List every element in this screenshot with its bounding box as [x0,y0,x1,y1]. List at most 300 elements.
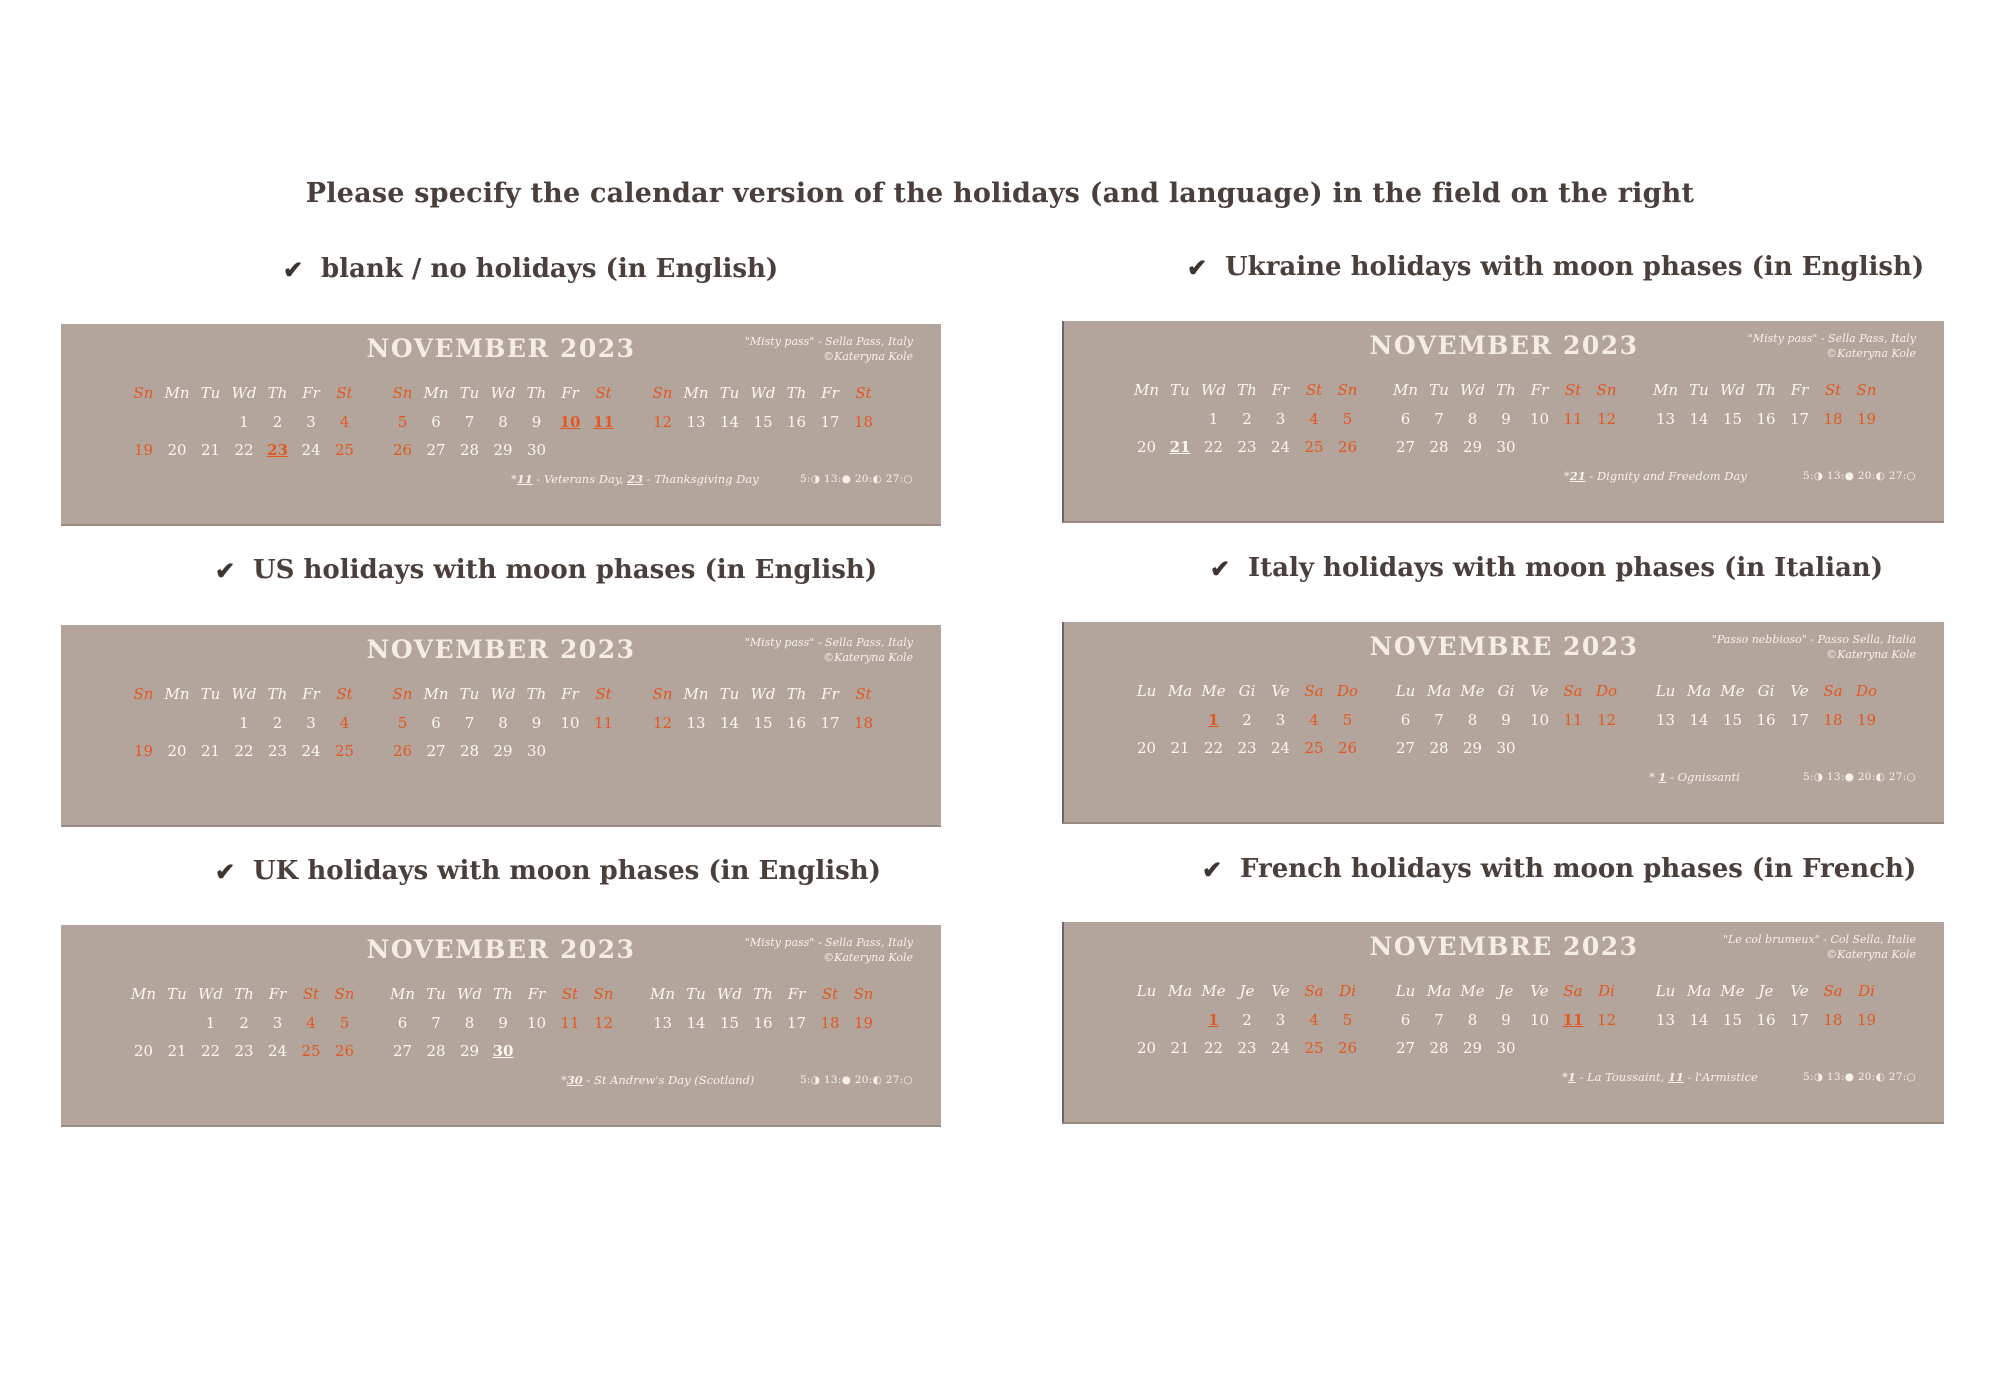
day-cell: 8 [464,1013,475,1032]
holiday-note [1564,469,1747,483]
holiday-text: - Ognissanti [1666,770,1740,784]
weekday-label: Lu [1136,682,1157,700]
weekday-label: Di [1598,982,1615,1000]
weekday-label: Je [1498,982,1514,1000]
weekday-label: Di [1339,982,1356,1000]
day-cell: 28 [1429,1039,1449,1057]
holiday-note [1562,1070,1758,1084]
weekday-label: Je [1239,982,1255,1000]
day-cell: 24 [1270,438,1291,456]
day-cell: 25 [1304,1039,1324,1057]
week-row [1389,1039,1619,1068]
weekday-label: Sn [1856,381,1877,399]
week-row [1389,438,1619,467]
weekday-label: Tu [719,384,740,402]
month-grid [1130,982,1360,1068]
weekday-label: Fr [1530,381,1549,399]
week-row [1389,410,1619,439]
weekday-label: St [336,685,353,703]
day-cell: 1 [1208,409,1219,428]
day-cell: 6 [431,713,441,732]
day-cell: 23 [267,441,288,459]
weekday-label: Sa [1563,682,1583,700]
day-cell: 16 [753,1013,773,1032]
day-cell: 27 [1395,438,1416,456]
day-cell: 22 [200,1042,221,1060]
day-cell: 1 [1208,1010,1219,1029]
day-cell: 15 [1722,710,1743,729]
weekday-label: Fr [821,685,839,703]
day-cell: 1 [239,412,249,431]
weekday-label: Tu [686,985,706,1003]
day-cell: 3 [306,412,316,431]
day-cell: 19 [133,742,154,760]
day-cell: 23 [1237,1039,1257,1057]
weekday-label: Mn [130,985,157,1003]
weekday-label: Mn [164,384,190,402]
weekday-header-row [1649,381,1879,410]
day-cell: 10 [1529,710,1550,729]
day-cell: 4 [1309,409,1319,428]
weekday-label: Th [1496,381,1516,399]
calendar-card-uk[interactable] [61,925,941,1127]
day-cell: 25 [1304,438,1324,456]
weekday-label: Sa [1823,982,1843,1000]
weekday-label: Ve [1790,982,1809,1000]
weekday-header-row [127,384,357,413]
calendar-title: NOVEMBER 2023 [366,635,636,664]
weekday-label: Fr [787,985,806,1003]
day-cell: 18 [1823,710,1843,729]
day-cell: 1 [239,713,249,732]
weekday-label: Ve [1271,682,1290,700]
weekday-label: St [855,384,872,402]
weekday-label: St [1824,381,1842,399]
week-row [646,441,876,470]
day-cell: 23 [1237,739,1257,757]
day-cell: 6 [1400,1010,1411,1029]
day-cell: 17 [820,713,840,732]
weekday-label: Mn [683,384,709,402]
day-cell: 21 [1170,1039,1190,1057]
option-label-french[interactable] [1202,854,1916,884]
weekday-label: Sn [853,985,874,1003]
day-cell: 8 [498,713,508,732]
weekday-label: Fr [561,685,579,703]
weekday-label: Sa [1304,682,1324,700]
holiday-text: - Veterans Day, [532,472,628,486]
weekday-label: Mn [1392,381,1419,399]
day-cell: 16 [1756,1010,1776,1029]
weekday-label: Do [1595,682,1618,700]
day-cell: 11 [560,1013,580,1032]
day-cell: 12 [1596,409,1617,428]
holiday-date: 1 [1658,770,1667,784]
day-cell: 13 [1655,710,1676,729]
month-grid [1649,381,1879,467]
moon-phases: 5:◑ 13:● 20:◐ 27:○ [1803,771,1916,783]
day-cell: 29 [1462,438,1483,456]
calendar-title: NOVEMBRE 2023 [1369,632,1639,661]
option-label-text: Italy holidays with moon phases (in Italian) [1248,553,1884,583]
day-cell: 6 [397,1013,408,1032]
day-cell: 23 [1237,438,1257,456]
weekday-label: St [821,985,839,1003]
day-cell: 21 [200,441,221,459]
day-cell: 18 [820,1013,840,1032]
calendar-card-blank[interactable] [61,324,941,526]
day-cell: 5 [339,1013,350,1032]
day-cell: 13 [1655,409,1676,428]
day-cell: 16 [1756,710,1776,729]
credit-line: ©Kateryna Kole [823,350,913,363]
day-cell: 26 [1337,438,1358,456]
day-cell: 21 [167,1042,187,1060]
day-cell: 20 [167,742,187,760]
day-cell: 12 [593,1013,614,1032]
weekday-label: Th [526,384,547,402]
moon-phases: 5:◑ 13:● 20:◐ 27:○ [800,1074,913,1086]
weekday-header-row [1649,682,1879,711]
day-cell: 9 [1501,1010,1511,1029]
day-cell: 17 [820,412,840,431]
weekday-label: Fr [527,985,546,1003]
day-cell: 9 [1501,710,1511,729]
day-cell: 29 [1462,739,1483,757]
weekday-label: Mn [423,685,449,703]
weekday-header-row [1130,682,1360,711]
weekday-label: Ve [1790,682,1809,700]
day-cell: 14 [719,713,740,732]
weekday-header-row [1130,381,1360,410]
credit-line: "Passo nebbioso" - Passo Sella, Italia [1711,633,1916,646]
weekday-label: St [595,685,612,703]
day-cell: 11 [1563,409,1583,428]
day-cell: 15 [1722,409,1743,428]
day-cell: 6 [1400,409,1411,428]
weekday-label: Ma [1426,982,1452,1000]
day-cell: 5 [1342,1010,1353,1029]
calendar-title: NOVEMBER 2023 [366,334,636,363]
weekday-label: Sn [133,685,154,703]
month-grid [386,384,616,470]
day-cell: 26 [1337,739,1358,757]
weekday-header-row [386,384,616,413]
weekday-label: Mn [423,384,449,402]
holiday-text: - Thanksgiving Day [643,472,759,486]
weekday-label: Th [526,685,547,703]
holiday-date: 11 [516,472,533,486]
day-cell: 9 [498,1013,508,1032]
month-grid [1389,682,1619,768]
day-cell: 25 [1304,739,1324,757]
day-cell: 15 [1722,1010,1743,1029]
day-cell: 5 [397,412,408,431]
month-grid [1649,982,1879,1068]
week-row [1649,438,1879,467]
weekday-header-row [1389,682,1619,711]
week-row [1389,1011,1619,1040]
weekday-label: Je [1758,982,1774,1000]
month-grid [386,685,616,771]
day-cell: 8 [1467,710,1478,729]
day-cell: 10 [1529,1010,1550,1029]
day-cell: 19 [1856,710,1877,729]
weekday-label: Me [1201,982,1226,1000]
day-cell: 25 [334,742,355,760]
day-cell: 24 [1270,739,1291,757]
day-cell: 2 [1242,1010,1252,1029]
day-cell: 19 [853,1013,874,1032]
day-cell: 27 [426,742,446,760]
day-cell: 18 [853,412,874,431]
day-cell: 2 [272,713,283,732]
option-label-us[interactable] [215,555,877,585]
holiday-date: 30 [566,1073,583,1087]
weekday-label: Ma [1167,682,1193,700]
calendar-title: NOVEMBER 2023 [366,935,636,964]
weekday-header-row [646,985,876,1014]
calendar-title: NOVEMBRE 2023 [1369,932,1639,961]
week-row [127,742,357,771]
day-cell: 22 [1203,739,1224,757]
weekday-label: Me [1720,682,1745,700]
week-row [1389,711,1619,740]
weekday-header-row [646,384,876,413]
option-label-text: blank / no holidays (in English) [321,254,779,284]
day-cell: 30 [1496,1039,1516,1057]
day-cell: 11 [1563,710,1583,729]
day-cell: 2 [239,1013,249,1032]
weekday-label: St [1564,381,1582,399]
week-row [1130,739,1360,768]
day-cell: 22 [234,742,254,760]
holiday-note [1649,770,1740,784]
day-cell: 7 [1434,1010,1444,1029]
weekday-label: St [561,985,579,1003]
day-cell: 20 [1136,1039,1157,1057]
option-label-ukraine[interactable] [1187,252,1924,282]
weekday-label: Fr [1271,381,1290,399]
day-cell: 13 [686,412,706,431]
weekday-label: Me [1720,982,1745,1000]
weekday-label: Wd [1719,381,1746,399]
weekday-label: Th [1756,381,1776,399]
week-row [1130,1039,1360,1068]
weekday-label: Gi [1238,682,1256,700]
holiday-text: * [1564,469,1570,483]
calendar-card-french[interactable] [1062,922,1944,1124]
weekday-label: Ve [1530,982,1549,1000]
option-label-italy[interactable] [1210,553,1883,583]
day-cell: 20 [1136,438,1157,456]
day-cell: 12 [1596,1010,1617,1029]
weekday-label: Sn [334,985,355,1003]
weekday-label: Wd [750,685,776,703]
weekday-label: Wd [456,985,483,1003]
day-cell: 4 [339,412,350,431]
option-label-text: French holidays with moon phases (in French) [1240,854,1917,884]
holiday-date: 23 [627,472,644,486]
weekday-label: Sn [652,384,673,402]
week-row [386,742,616,771]
holiday-note [511,472,759,486]
option-label-uk[interactable] [215,856,881,886]
credit-line: ©Kateryna Kole [1826,648,1916,661]
checkmark-icon: ✔ [1202,854,1223,884]
weekday-label: Gi [1757,682,1775,700]
weekday-label: Fr [1790,381,1809,399]
week-row [127,714,357,743]
calendar-card-us[interactable] [61,625,941,827]
month-grid [1389,381,1619,467]
week-row [646,714,876,743]
weekday-label: Sa [1563,982,1583,1000]
day-cell: 20 [133,1042,154,1060]
day-cell: 10 [1529,409,1550,428]
day-cell: 23 [234,1042,254,1060]
weekday-label: Di [1858,982,1875,1000]
day-cell: 1 [1208,710,1219,729]
month-grid [127,985,357,1071]
credit-line: ©Kateryna Kole [823,951,913,964]
month-grid [646,384,876,470]
weekday-label: Sn [392,384,413,402]
holiday-date: 1 [1567,1070,1576,1084]
day-cell: 30 [1496,438,1516,456]
day-cell: 5 [397,713,408,732]
day-cell: 11 [1562,1010,1584,1029]
weekday-label: Do [1855,682,1878,700]
day-cell: 24 [301,441,321,459]
weekday-label: Wd [1200,381,1227,399]
holiday-text: * [1562,1070,1568,1084]
day-cell: 20 [1136,739,1157,757]
day-cell: 26 [392,742,413,760]
day-cell: 19 [1856,1010,1877,1029]
day-cell: 12 [1596,710,1617,729]
day-cell: 7 [1434,710,1444,729]
weekday-label: Gi [1497,682,1515,700]
week-row [1130,410,1360,439]
weekday-label: Tu [1170,381,1190,399]
day-cell: 26 [392,441,413,459]
weekday-label: Sn [652,685,673,703]
week-row [1130,711,1360,740]
day-cell: 3 [272,1013,283,1032]
weekday-label: Lu [1655,682,1676,700]
day-cell: 13 [686,713,706,732]
checkmark-icon: ✔ [215,555,236,585]
week-row [386,1042,616,1071]
day-cell: 24 [1270,1039,1291,1057]
day-cell: 27 [1395,739,1416,757]
option-label-text: US holidays with moon phases (in English) [253,555,878,585]
holiday-text: - St Andrew's Day (Scotland) [582,1073,755,1087]
day-cell: 6 [1400,710,1411,729]
weekday-label: Sn [1337,381,1358,399]
day-cell: 16 [786,412,807,431]
day-cell: 27 [426,441,446,459]
weekday-label: Fr [302,685,320,703]
weekday-label: Mn [683,685,709,703]
day-cell: 12 [652,412,673,431]
weekday-label: Tu [200,685,221,703]
weekday-label: Tu [459,685,480,703]
weekday-label: Lu [1395,682,1416,700]
day-cell: 29 [493,441,513,459]
day-cell: 17 [1789,409,1810,428]
photo-credit [1676,331,1916,361]
day-cell: 29 [459,1042,480,1060]
calendar-card-ukraine[interactable] [1062,321,1944,523]
weekday-label: St [302,985,320,1003]
weekday-label: Th [234,985,254,1003]
option-label-blank[interactable] [283,254,778,284]
weekday-label: Wd [750,384,776,402]
day-cell: 29 [493,742,513,760]
checkmark-icon: ✔ [215,856,236,886]
day-cell: 15 [753,412,773,431]
weekday-label: Mn [389,985,416,1003]
weekday-label: Wd [490,685,516,703]
day-cell: 24 [267,1042,288,1060]
weekday-label: Sn [392,685,413,703]
day-cell: 27 [1395,1039,1416,1057]
day-cell: 1 [205,1013,216,1032]
weekday-label: Th [267,685,288,703]
weekday-label: Sn [1596,381,1617,399]
day-cell: 2 [1242,710,1252,729]
day-cell: 7 [464,713,475,732]
month-grid [646,985,876,1071]
month-grid [1130,381,1360,467]
day-cell: 28 [459,441,480,459]
day-cell: 15 [719,1013,740,1032]
weekday-label: Me [1460,682,1485,700]
week-row [127,441,357,470]
moon-phases: 5:◑ 13:● 20:◐ 27:○ [800,473,913,485]
day-cell: 10 [526,1013,547,1032]
day-cell: 17 [1789,710,1810,729]
weekday-label: Mn [649,985,676,1003]
day-cell: 7 [431,1013,441,1032]
week-row [386,1014,616,1043]
day-cell: 14 [686,1013,706,1032]
day-cell: 4 [306,1013,316,1032]
calendar-card-italy[interactable] [1062,622,1944,824]
day-cell: 19 [1856,409,1877,428]
day-cell: 9 [531,713,542,732]
day-cell: 23 [267,742,288,760]
day-cell: 12 [652,713,673,732]
weekday-header-row [1389,982,1619,1011]
photo-credit [673,635,913,665]
credit-line: "Le col brumeux" - Col Sella, Italie [1722,933,1916,946]
day-cell: 9 [1501,409,1511,428]
weekday-label: Wd [231,685,257,703]
day-cell: 3 [1275,710,1286,729]
weekday-label: Wd [231,384,257,402]
day-cell: 26 [334,1042,355,1060]
weekday-label: Lu [1395,982,1416,1000]
weekday-label: Th [493,985,513,1003]
weekday-label: Wd [1459,381,1486,399]
weekday-label: Mn [1133,381,1160,399]
holiday-date: 21 [1569,469,1586,483]
weekday-label: Ve [1271,982,1290,1000]
day-cell: 8 [498,412,508,431]
